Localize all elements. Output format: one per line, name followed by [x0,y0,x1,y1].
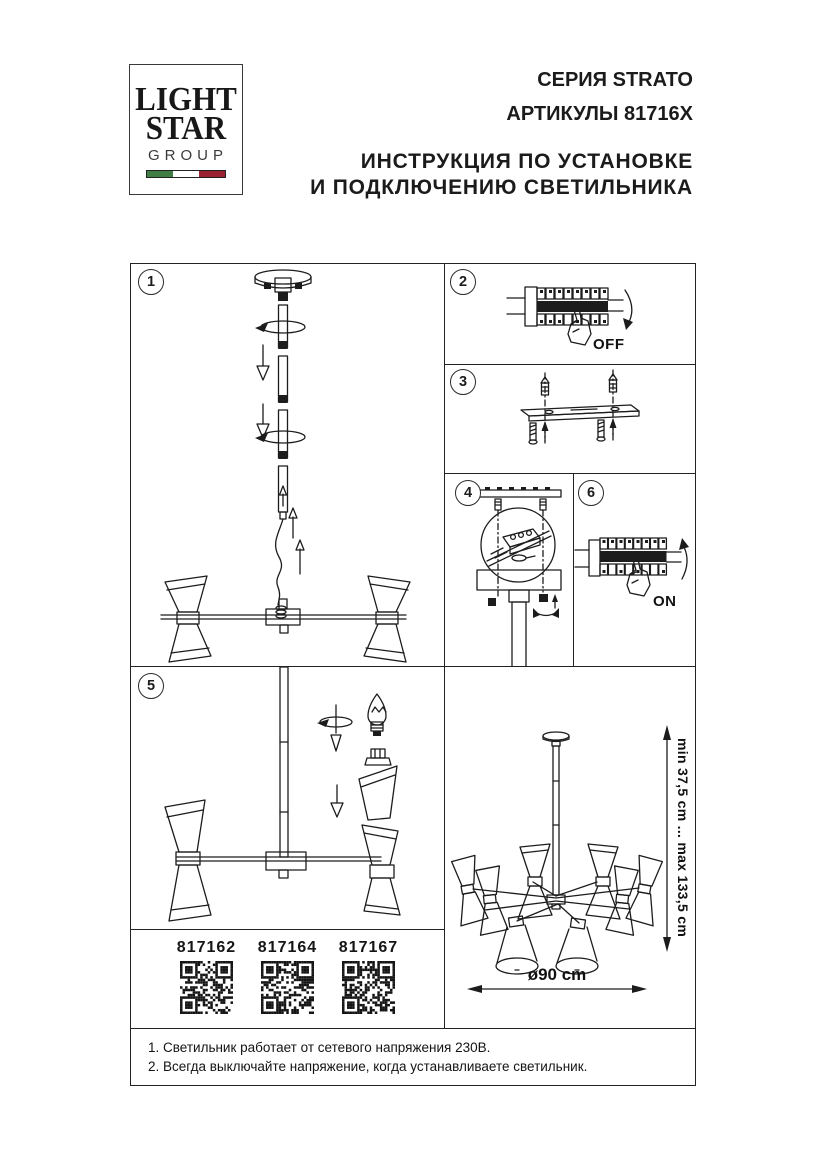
series-line: СЕРИЯ STRATO [537,69,693,91]
step-2-panel [445,264,695,365]
logo-word-light: LIGHT [135,79,237,118]
step-5-panel [131,667,445,930]
dimensions-panel [445,667,695,1028]
step-3-bracket-diagram [445,365,697,474]
height-range-label: min 37,5 cm ... max 133,5 cm [675,738,691,938]
step-1-badge: 1 [138,269,164,295]
note-2: 2. Всегда выключайте напряжение, когда устанавливаете светильник. [148,1059,588,1074]
qr-code [261,961,314,1014]
step-1-rod-assembly-diagram [131,264,445,667]
qr-block-817164 [255,939,321,1014]
step-5-badge: 5 [138,673,164,699]
lightstar-logo [129,64,243,195]
qr-code [342,961,395,1014]
step-4-panel [445,474,574,667]
off-label: OFF [593,336,625,353]
flag-red-segment [199,171,225,177]
qr-article-number: 817162 [176,939,237,956]
qr-panel [131,930,445,1028]
step-5-shade-bulb-diagram [131,667,445,930]
qr-article-number: 817167 [338,939,399,956]
step-3-panel [445,365,695,474]
instruction-title-line1: ИНСТРУКЦИЯ ПО УСТАНОВКЕ [360,150,693,173]
diameter-label: ø90 cm [527,965,587,984]
instruction-title-line2: И ПОДКЛЮЧЕНИЮ СВЕТИЛЬНИКА [310,176,693,199]
qr-block-817162 [174,939,240,1014]
qr-block-817167 [336,939,402,1014]
flag-green-segment [147,171,173,177]
on-label: ON [653,593,677,610]
flag-white-segment [173,171,199,177]
qr-article-number: 817164 [257,939,318,956]
italian-flag-icon [146,170,226,178]
step-3-badge: 3 [450,369,476,395]
header-text-block [310,63,693,201]
logo-word-star: STAR [145,108,227,147]
articles-line: АРТИКУЛЫ 81716X [506,103,693,125]
instruction-diagram-grid [130,263,696,1086]
step-1-panel [131,264,445,667]
notes-panel [131,1028,695,1085]
qr-code [180,961,233,1014]
note-1: 1. Светильник работает от сетевого напряжения 230В. [148,1040,491,1055]
step-2-breaker-off-diagram [445,264,697,365]
logo-word-group: GROUP [147,146,228,164]
step-6-badge: 6 [578,480,604,506]
step-6-panel [574,474,695,667]
step-2-badge: 2 [450,269,476,295]
step-4-badge: 4 [455,480,481,506]
